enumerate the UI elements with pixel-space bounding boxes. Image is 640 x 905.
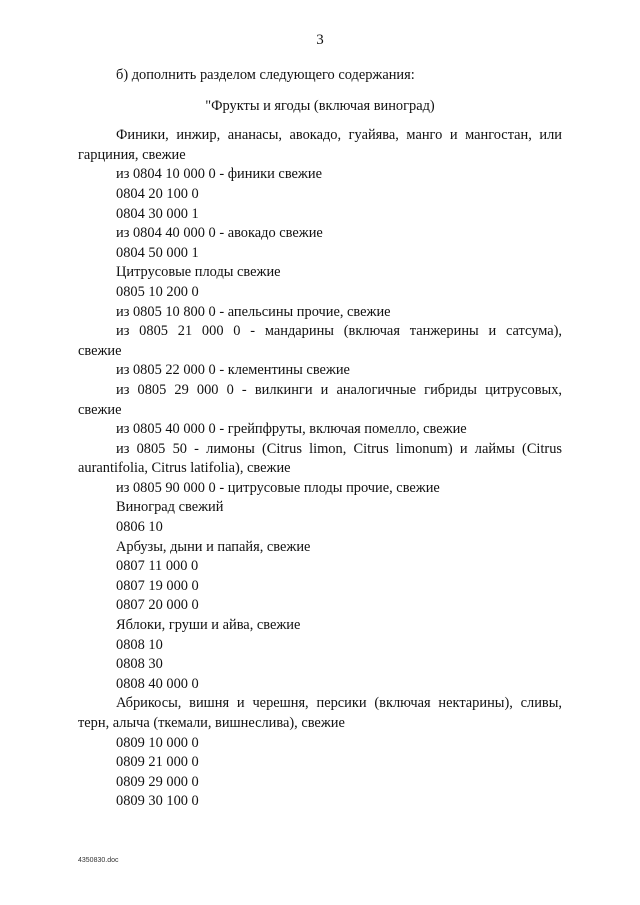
list-item: из 0805 90 000 0 - цитрусовые плоды прочие, свежие [116,479,440,496]
list-item: 0804 50 000 1 [116,244,199,261]
paragraph-1-line-1: Финики, инжир, ананасы, авокадо, гуайява, манго и мангостан, или [116,127,562,144]
page-number: 3 [316,32,324,48]
wilkings-line-2: свежие [78,401,122,418]
intro-line: б) дополнить разделом следующего содержания: [116,67,415,83]
lemons-line-1: из 0805 50 - лимоны (Citrus limon, Citrus limonum) и лаймы (Citrus [116,440,562,457]
grapefruit-line: из 0805 40 000 0 - грейпфруты, включая помелло, свежие [116,421,467,438]
list-item: 0805 10 200 0 [116,283,199,300]
apricots-line-2: терн, алыча (ткемали, вишнеслива), свежие [78,715,345,731]
list-item: 0808 10 [116,636,163,653]
list-item: из 0804 40 000 0 - авокадо свежие [116,225,323,242]
list-item: 0809 21 000 0 [116,754,199,771]
section-title: "Фрукты и ягоды (включая виноград) [205,97,435,114]
list-item: из 0805 10 800 0 - апельсины прочие, свежие [116,303,391,320]
list-item: из 0804 10 000 0 - финики свежие [116,166,322,183]
mandarins-line-2: свежие [78,342,122,359]
mandarins-line-1: из 0805 21 000 0 - мандарины (включая танжерины и сатсума), [116,323,562,340]
wilkings-line-1: из 0805 29 000 0 - вилкинги и аналогичные гибриды цитрусовых, [116,381,562,398]
list-item: 0804 20 100 0 [116,185,199,202]
list-item: Яблоки, груши и айва, свежие [116,617,301,634]
list-item: 0809 29 000 0 [116,773,199,790]
footer-filename: 4350830.doc [78,857,119,864]
list-item: 0807 19 000 0 [116,577,199,594]
document-body [78,66,562,812]
clementines-line: из 0805 22 000 0 - клементины свежие [116,362,350,379]
list-item: Виноград свежий [116,499,224,516]
list-item: 0808 30 [116,656,163,673]
list-item: 0806 10 [116,519,163,536]
list-item: 0808 40 000 0 [116,675,199,692]
list-item: 0807 20 000 0 [116,597,199,614]
list-item: 0809 10 000 0 [116,734,199,751]
paragraph-1-line-2: гарциния, свежие [78,146,186,163]
list-item: Арбузы, дыни и папайя, свежие [116,538,311,555]
list-item: Цитрусовые плоды свежие [116,264,281,281]
apricots-line-1: Абрикосы, вишня и черешня, персики (включая нектарины), сливы, [116,695,562,712]
list-item: 0804 30 000 1 [116,205,199,222]
list-item: 0809 30 100 0 [116,793,199,810]
lemons-line-2: aurantifolia, Citrus latifolia), свежие [78,460,291,477]
list-item: 0807 11 000 0 [116,558,199,575]
